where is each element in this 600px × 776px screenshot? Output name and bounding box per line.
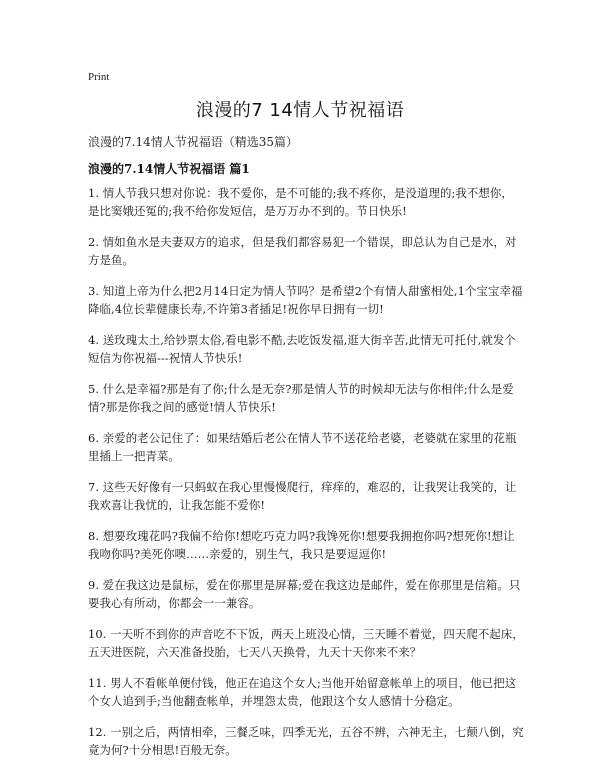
blessing-item-5: 5. 什么是幸福?那是有了你;什么是无奈?那是情人节的时候却无法与你相伴;什么是爱情?那是你我之间的感觉!情人节快乐! xyxy=(88,382,514,414)
print-link[interactable]: Print xyxy=(88,71,110,83)
blessing-item-11: 11. 男人不看帐单便付钱，他正在追这个女人;当他开始留意帐单上的项目，他已把这个女人追到手;当他翻查帐单，并埋怨太贵，他跟这个女人感情十分稳定。 xyxy=(88,676,517,708)
blessing-item-9: 9. 爱在我这边是鼠标，爱在你那里是屏幕;爱在我这边是邮件，爱在你那里是信箱。只要我心有所动，你都会一一兼容。 xyxy=(88,578,521,610)
blessing-item-3: 3. 知道上帝为什么把2月14日定为情人节吗？是希望2个有情人甜蜜相处,1个宝宝幸福降临,4位长辈健康长寿,不许第3者插足!祝你早日拥有一切! xyxy=(88,284,523,316)
blessing-item-10: 10. 一天听不到你的声音吃不下饭，两天上班没心情，三天睡不着觉，四天爬不起床，五天进医院，六天准备投胎，七天八天换骨，九天十天你来不来？ xyxy=(88,627,524,659)
blessing-item-8: 8. 想要玫瑰花吗?我偏不给你!想吃巧克力吗?我馋死你!想要我拥抱你吗?想死你!想让我吻你吗?美死你噢……亲爱的，别生气，我只是要逗逗你! xyxy=(88,529,515,561)
section-heading: 浪漫的7.14情人节祝福语 篇1 xyxy=(88,162,250,176)
subtitle: 浪漫的7.14情人节祝福语（精选35篇） xyxy=(88,135,298,149)
blessing-item-12: 12. 一别之后，两情相牵，三餐乏味，四季无光，五谷不辨，六神无主，七颠八倒，究竟为何?十分相思!百般无奈。 xyxy=(88,725,524,757)
blessing-item-6: 6. 亲爱的老公记住了：如果结婚后老公在情人节不送花给老婆，老婆就在家里的花瓶里插上一把青菜。 xyxy=(88,431,517,463)
page-title: 浪漫的7 14情人节祝福语 xyxy=(195,100,405,121)
blessing-item-2: 2. 情如鱼水是夫妻双方的追求，但是我们都容易犯一个错误，即总认为自己是水，对方是鱼。 xyxy=(88,235,517,267)
blessing-item-1: 1. 情人节我只想对你说：我不爱你，是不可能的;我不疼你，是没道理的;我不想你，是比窦娥还冤的;我不给你发短信，是万万办不到的。节日快乐! xyxy=(88,186,513,218)
blessing-list xyxy=(88,184,524,772)
blessing-item-4: 4. 送玫瑰太土,给钞票太俗,看电影不酷,去吃饭发福,逛大街辛苦,此情无可托付,就发个短信为你祝福---祝情人节快乐! xyxy=(88,333,516,365)
blessing-item-7: 7. 这些天好像有一只蚂蚁在我心里慢慢爬行，痒痒的，难忍的，让我哭让我笑的，让我欢喜让我忧的，让我怎能不爱你! xyxy=(88,480,517,512)
